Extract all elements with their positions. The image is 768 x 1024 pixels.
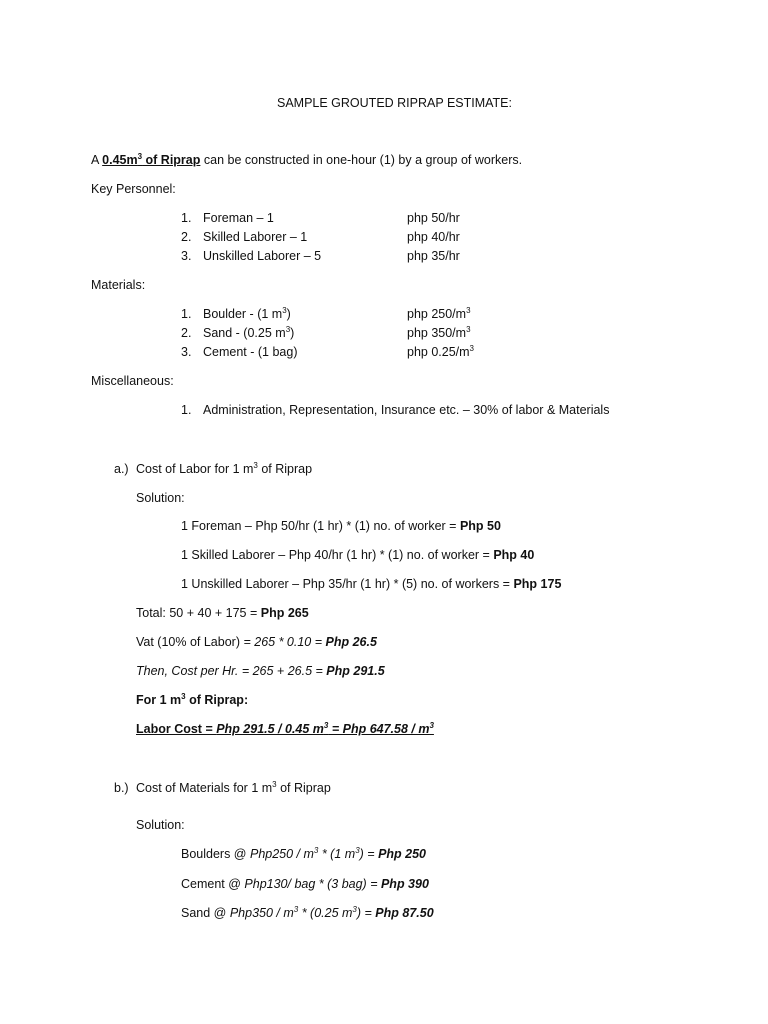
calc-line: 1 Skilled Laborer – Php 40/hr (1 hr) * (1) no. of worker = Php 40 bbox=[181, 548, 535, 562]
for-1-m3-label: For 1 $m^3$ of Riprap: bbox=[136, 692, 249, 707]
list-item-label: Sand - (0.25 $m^3$) bbox=[203, 325, 295, 340]
list-item-rate: php $350/m^3$ bbox=[407, 325, 471, 340]
total-line: Total: 50 + 40 + 175 = Php 265 bbox=[136, 606, 309, 620]
list-item: 1. bbox=[181, 403, 192, 417]
list-item-label: Cement - (1 bag) bbox=[203, 345, 298, 359]
material-calc-line: Sand @ $Php350 / m^3 * (0.25$ $m^3$) = Php 87.50 bbox=[181, 905, 434, 920]
list-item-rate: php $0.25/m^3$ bbox=[407, 344, 474, 359]
labor-cost-line: Labor Cost = Php 291.5 / 0.45 $m^3$ = Php $647.58 / m^3$ bbox=[136, 721, 434, 736]
list-item-rate: php $250/m^3$ bbox=[407, 306, 471, 321]
section-b-solution-label: Solution: bbox=[136, 818, 185, 832]
material-calc-line: Cement @ Php130/ bag * (3 bag) = Php 390 bbox=[181, 877, 429, 891]
list-item-label: Boulder - (1 $m^3$) bbox=[203, 306, 291, 321]
list-item-label: Unskilled Laborer – 5 bbox=[203, 249, 322, 263]
intro-amount: $0.45m^3$ of Riprap bbox=[102, 152, 201, 167]
cost-per-hr-line: Then, Cost per Hr. = 265 + 26.5 = Php 291.5 bbox=[136, 664, 385, 678]
intro-line bbox=[91, 152, 522, 168]
list-item-rate: php 35/hr bbox=[407, 249, 460, 263]
list-item: 3. bbox=[181, 345, 192, 359]
intro-a: A bbox=[91, 153, 99, 167]
list-item: 3. bbox=[181, 249, 192, 263]
list-item-label: Administration, Representation, Insurance etc. – 30% of labor & Materials bbox=[203, 403, 610, 417]
calc-line: 1 Unskilled Laborer – Php 35/hr (1 hr) * (5) no. of workers = Php 175 bbox=[181, 577, 562, 591]
list-item-rate: php 40/hr bbox=[407, 230, 460, 244]
misc-heading: Miscellaneous: bbox=[91, 374, 174, 388]
materials-heading: Materials: bbox=[91, 278, 146, 292]
list-item: 2. bbox=[181, 326, 192, 340]
list-item-label: Skilled Laborer – 1 bbox=[203, 230, 308, 244]
intro-rest: can be constructed in one-hour (1) by a group of workers. bbox=[200, 153, 523, 167]
vat-line: Vat (10% of Labor) = 265 * 0.10 = Php 26.5 bbox=[136, 635, 377, 649]
calc-line: 1 Foreman – Php 50/hr (1 hr) * (1) no. of worker = Php 50 bbox=[181, 519, 501, 533]
section-b-heading: Cost of Materials for 1 $m^3$ of Riprap bbox=[136, 780, 331, 795]
list-item: 1. bbox=[181, 211, 192, 225]
section-b-marker: b.) bbox=[114, 781, 129, 795]
key-personnel-heading: Key Personnel: bbox=[91, 182, 176, 196]
list-item-rate: php 50/hr bbox=[407, 211, 460, 225]
list-item-label: Foreman – 1 bbox=[203, 211, 274, 225]
material-calc-line: Boulders @ $Php250 / m^3 * (1$ $m^3$) = Php 250 bbox=[181, 846, 426, 861]
page-title: SAMPLE GROUTED RIPRAP ESTIMATE: bbox=[277, 96, 512, 110]
list-item: 2. bbox=[181, 230, 192, 244]
section-a-marker: a.) bbox=[114, 462, 129, 476]
section-a-heading: Cost of Labor for 1 $m^3$ of Riprap bbox=[136, 461, 313, 476]
section-a-solution-label: Solution: bbox=[136, 491, 185, 505]
list-item: 1. bbox=[181, 307, 192, 321]
